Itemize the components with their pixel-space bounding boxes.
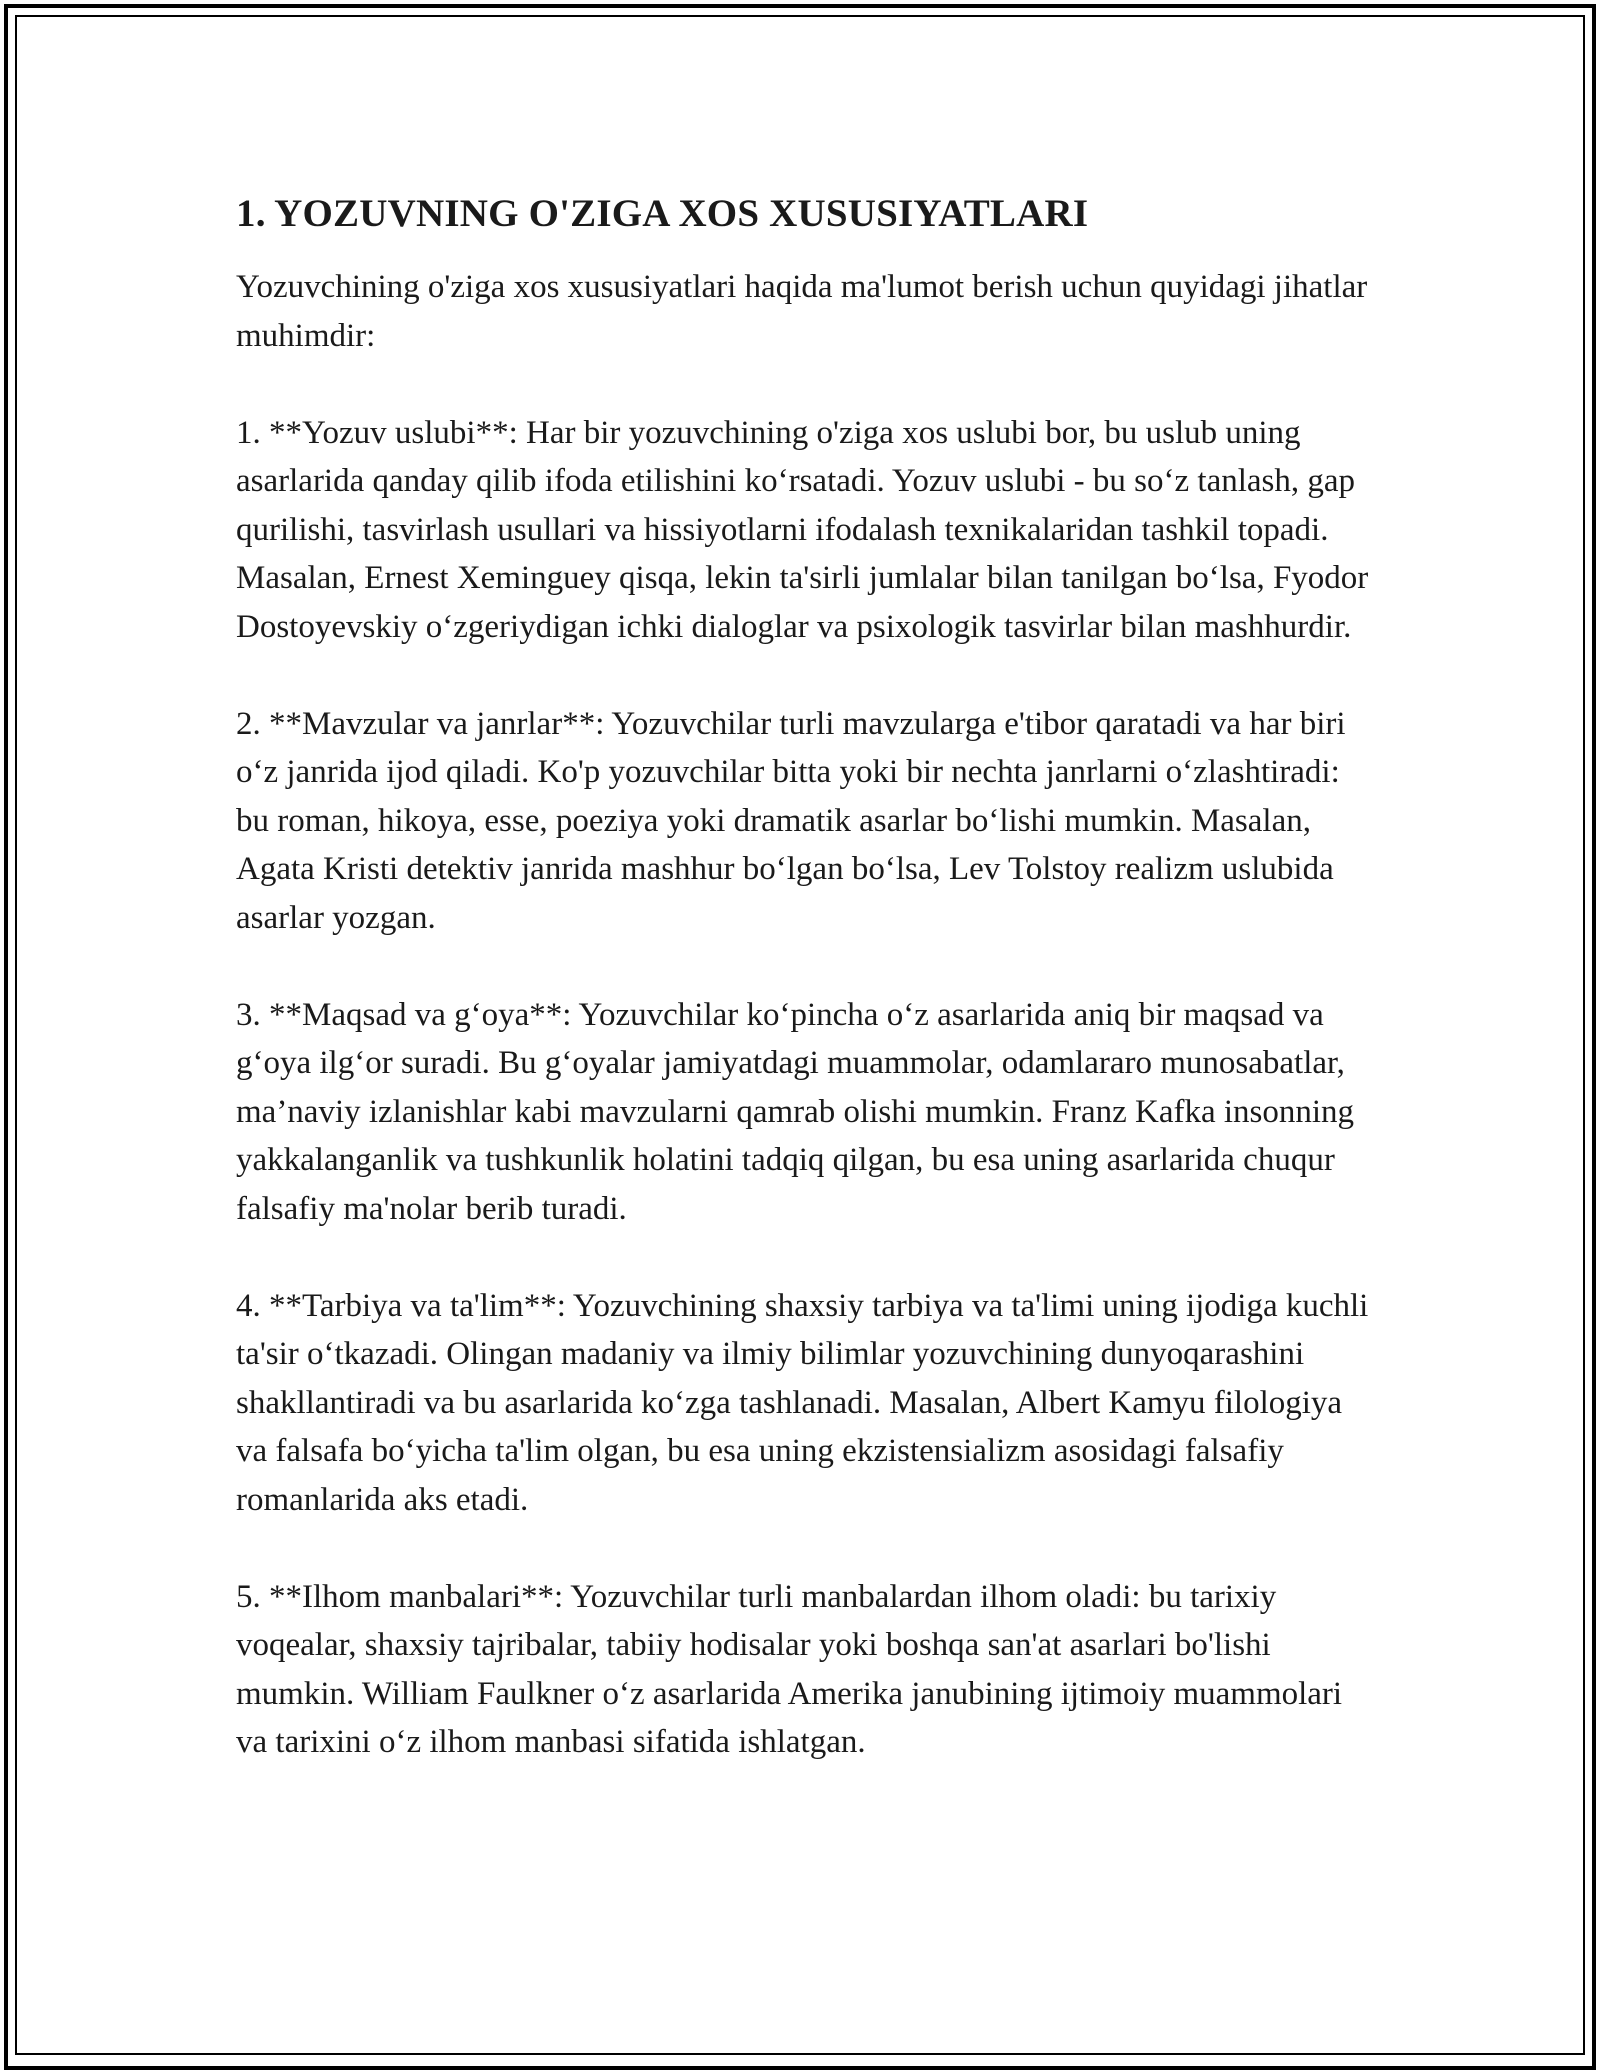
document-body bbox=[236, 185, 1376, 1815]
intro-paragraph: Yozuvchining o'ziga xos xususiyatlari haqida ma'lumot berish uchun quyidagi jihatlar muhimdir: bbox=[236, 269, 1368, 354]
paragraph-writing-style: 1. **Yozuv uslubi**: Har bir yozuvchining o'ziga xos uslubi bor, bu uslub uning asarlarida qanday qilib ifoda etilishini koʻrsatadi. Yozuv uslubi - bu soʻz tanlash, gap qurilishi, tasvirlash usullari va hissiyotlarni ifodalash texnikalaridan tashkil topadi. Masalan, Ernest Xeminguey qisqa, lekin ta'sirli jumlalar bilan tanilgan boʻlsa, Fyodor Dostoyevskiy oʻzgeriydigan ichki dialoglar va psixologik tasvirlar bilan mashhurdir. bbox=[236, 414, 1369, 645]
paragraph-sources-inspiration: 5. **Ilhom manbalari**: Yozuvchilar turli manbalardan ilhom oladi: bu tarixiy voqealar, shaxsiy tajribalar, tabiiy hodisalar yoki boshqa san'at asarlari bo'lishi mumkin. William Faulkner oʻz asarlarida Amerika janubining ijtimoiy muammolari va tarixini oʻz ilhom manbasi sifatida ishlatgan. bbox=[236, 1578, 1343, 1760]
paragraph-upbringing-education: 4. **Tarbiya va ta'lim**: Yozuvchining shaxsiy tarbiya va ta'limi uning ijodiga kuchli ta'sir oʻtkazadi. Olingan madaniy va ilmiy bilimlar yozuvchining dunyoqarashini shakllantiradi va bu asarlarida koʻzga tashlanadi. Masalan, Albert Kamyu filologiya va falsafa boʻyicha ta'lim olgan, bu esa uning ekzistensializm asosidagi falsafiy romanlarida aks etadi. bbox=[236, 1287, 1369, 1518]
paragraph-purpose-idea: 3. **Maqsad va gʻoya**: Yozuvchilar koʻpincha oʻz asarlarida aniq bir maqsad va gʻoya ilgʻor suradi. Bu gʻoyalar jamiyatdagi muammolar, odamlararo munosabatlar, ma’naviy izlanishlar kabi mavzularni qamrab olishi mumkin. Franz Kafka insonning yakkalanganlik va tushkunlik holatini tadqiq qilgan, bu esa uning asarlarida chuqur falsafiy ma'nolar berib turadi. bbox=[236, 996, 1355, 1227]
paragraph-themes-genres: 2. **Mavzular va janrlar**: Yozuvchilar turli mavzularga e'tibor qaratadi va har biri oʻz janrida ijod qiladi. Ko'p yozuvchilar bitta yoki bir nechta janrlarni oʻzlashtiradi: bu roman, hikoya, esse, poeziya yoki dramatik asarlar boʻlishi mumkin. Masalan, Agata Kristi detektiv janrida mashhur boʻlgan boʻlsa, Lev Tolstoy realizm uslubida asarlar yozgan. bbox=[236, 705, 1346, 936]
document-title: 1. YOZUVNING O'ZIGA XOS XUSUSIYATLARI bbox=[236, 192, 1089, 235]
